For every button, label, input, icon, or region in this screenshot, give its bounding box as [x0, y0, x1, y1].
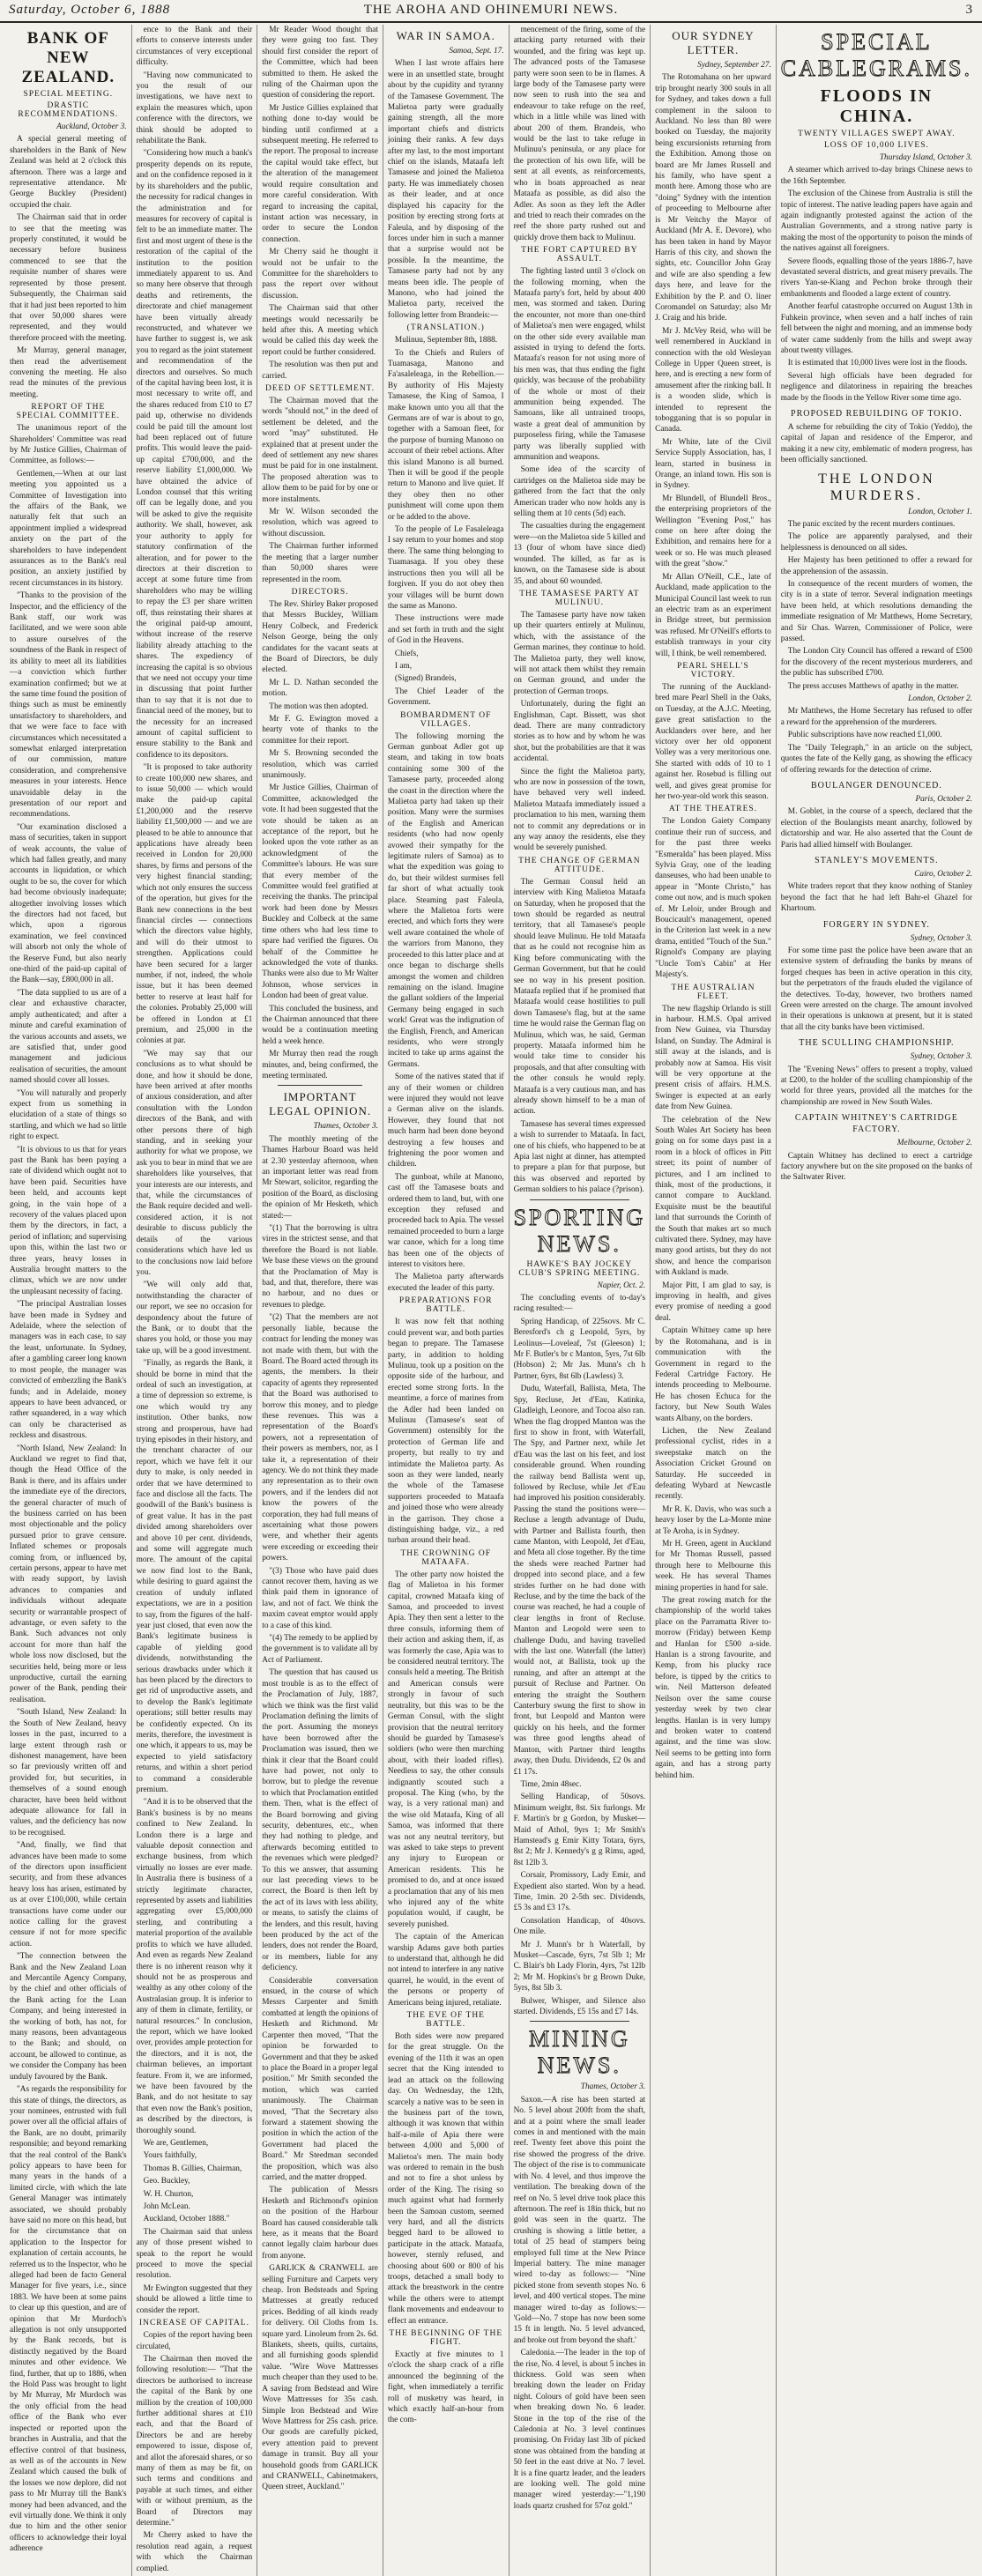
paragraph: "The principal Australian losses have been made in Sydney and Adelaide, where the selection of managers was in each case, to say the least, unfortunate. In Sydney, after a gambling career long known to most people, the manager was convicted of embezzling the Bank's funds; and in Adelaide, money appears to have been advanced, or rather squandered, in a way which can only be characterised as reckless and disastrous.: [10, 1300, 127, 1441]
column-7: [776, 25, 977, 2576]
paragraph: The resolution was then put and carried.: [262, 360, 378, 381]
subhead-bombardment: BOMBARDMENT OF VILLAGES.: [400, 710, 492, 729]
paragraph: Mr Ewington suggested that they should be allowed a little time to consider the report.: [136, 2283, 253, 2315]
paragraph: The casualties during the engagement were—on the Malietoa side 5 killed and 13 (four of whom have since died) wounded. The killed, as far as is known, on the Tamasese side is about 35, and about 60 wounded.: [513, 522, 646, 586]
paragraph: Exactly at five minutes to 1 o'clock the sharp crack of a rifle announced the beginning of the fight, when immediately a terrific roll of musketry was heard, in which exactly half-an-hour from the com-: [387, 2350, 504, 2425]
paragraph: Mr Cherry asked to have the resolution read again, a request with which the Chairman complied.: [136, 2531, 253, 2573]
paragraph: Chiefs,: [394, 649, 419, 658]
column-6: [650, 25, 776, 2576]
signature-line: Geo. Buckley,: [143, 2177, 190, 2186]
headline-legal-opinion: IMPORTANT LEGAL OPINION.: [269, 1090, 372, 1118]
subhead-report: REPORT OF THE SPECIAL COMMITTEE.: [16, 403, 121, 421]
signature-line: We are, Gentlemen,: [143, 2139, 209, 2148]
paragraph: I am,: [394, 661, 413, 671]
paragraph: Mr H. Green, agent in Auckland for Mr Thomas Russell, passed through here to Melbourne this week. He has several Thames mining properties in hand for sale.: [655, 1540, 771, 1592]
paragraph: These instructions were made and set forth in truth and the sight of God in the Heavens.: [387, 614, 504, 646]
paragraph: Considerable conversation ensued, in the course of which Messrs Carpenter and Smith combatted at length the opinions of Hesketh and Richmond. Mr Carpenter then moved, "That the opinion be forwarded to Government and that they be asked to place the Board in a proper legal position." Mr Smith seconded the motion, which was carried unanimously. The Chairman moved, "That the Secretary also forward a statement showing the position in which the action of the Government had placed the Board." Mr Steedman seconded the proposition, which was also carried, and the matter dropped.: [262, 1976, 378, 2182]
subhead-twenty-villages: TWENTY VILLAGES SWEPT AWAY.: [798, 130, 956, 138]
paragraph: The fighting lasted until 3 o'clock on the following morning, when the Mataafa party's fort, held by about 400 men, was stormed and taken. During the encounter, not more than one-third of Malietoa's men were engaged, whilst on the other side every available man assisted in trying to defend the forts. Mataafa's reason for not using more of his men was, that thus ending the fight quickly, was because of the probability of the whole or most of their ammunition being expended. The Samoans, like all untrained troops, waste a great deal of ammunition by purposeless firing, while the Tamasese party was liberally supplied with ammunition and weapons.: [513, 267, 646, 463]
headline-stanley: STANLEY'S MOVEMENTS.: [815, 855, 939, 865]
subhead-beginning-fight: THE BEGINNING OF THE FIGHT.: [389, 2329, 503, 2348]
paragraph: The celebration of the New South Wales Art Society has been going on for some days past in a room in a block of offices in Pitt street; its point of number of pictures, and I am inclined to think, most of the productions, it cannot compare to Auckland. Exquisite must be the beautiful land that surrounds the Corinth of the South that makes art so much cultivated there. Sydney, may have many good artists, but they do not show, and hence the comparison with Aukland is made.: [655, 1115, 771, 1278]
dateline: Thames, October 3.: [580, 2082, 646, 2092]
paragraph: "(2) That the members are not personally liable, because the contract for lending the money was not made with them, but with the Board. The Board acted through its agents, the members. In their capacity of agents they represented that the Board was authorised to borrow this money, and to pledge these revenues. This was a representation of the Board's powers, not a representation of their powers as members, nor, as I take it, a representation of their agency. We do not think they made any representation as to their own powers, and if the lenders did not know the powers of the corporation, they had full means of ascertaining what those powers were, and whether their agents were exceeding or exceeding their powers.: [262, 1313, 378, 1563]
paragraph: Some idea of the scarcity of cartridges on the Malietoa side may be gathered from the fact that the only American trader who now holds any is selling them at 10 cents (5d) each.: [513, 465, 646, 519]
paragraph: Mr L. D. Nathan seconded the motion.: [262, 678, 378, 699]
paragraph: Mr J. Munn's br h Waterfall, by Musket—Cascade, 6yrs, 7st 5lb 1; Mr C. Blair's bh Lady Florin, 4yrs, 7st 12lb 2; Mr M. Hopkins's br g Brown Duke, 5yrs, 8st 5lb 3.: [513, 1940, 646, 1993]
paragraph: "(3) Those who have paid dues cannot recover them, having as we think paid them in ignorance of law, and not of fact. We think the maxim caveat emptor would apply to a case of this kind.: [262, 1566, 378, 1630]
paragraph: Gentlemen,—When at our last meeting you appointed us a Committee of Investigation into the affairs of the Bank, we naturally felt that such an appointment implied a widespread anxiety on the part of the shareholders to have independent assurances as to the Bank's real position, an anxiety justified by recent circumstances in its history.: [10, 469, 127, 588]
subhead-translation: (TRANSLATION.): [406, 323, 485, 333]
column-3: [257, 25, 383, 2576]
divider: [278, 1085, 362, 1086]
paragraph: The running of the Auckland-bred mare Pearl Shell in the Oaks, on Tuesday, at the A.J.C. Meeting, gave great satisfaction to the Aucklanders over here, and her victory over her old opponent Volley was a very meritorious one. She started with odds of 10 to 1 against her. Rosebud is filling out well, and gives great promise for her two-year-old work this season.: [655, 682, 771, 801]
subhead-crowning: THE CROWNING OF MATAAFA.: [400, 1548, 492, 1567]
paragraph: The motion was then adopted.: [269, 702, 368, 711]
paragraph: The Chief Leader of the Government.: [387, 687, 504, 708]
paragraph: "As regards the responsibility for this state of things, the directors, as your nominees, entrusted with full power over all the official affairs of the Bank, are no doubt, primarily responsible; and beyond remarking that the real control of the Bank's policy appears to have been for many years in the hands of a limited circle, with which the late General Manager was intimately associated, we should probably have said no more on this head, but for the circumstance that on application to the Inspector for explanation of certain accounts, he referred us to the Inspector, who he alleged had been de facto General Manager for five years, i.e., since 1883. We have been at some pains to clear up this question, and are of opinion that Mr Murdoch's allegation is not only unsupported by the Bank records, but is distinctly negatived by the Board minutes and other evidence. We find, further, that up to 1886, when the Hold Pass was brought to light by Mr Murray, Mr Murdoch was the only official from the head office of the Bank who ever inspected or reported upon the branches in Australia, and that the effective control of that business, as well as of the accounts in New Zealand which caused the bulk of the losses we now deplore, did not pass to Mr Murray till the Bank's money had been advanced, and the evil virtually done. We think it only due to him and the other senior officers to acknowledge their loyal adherence: [10, 2085, 127, 2554]
paragraph: "We may say that our conclusions as to what should be done, and how it should be done, have been arrived at after months of anxious consideration, and after consultation with the London directors of the Bank, and with other persons there of high standing, and in seeking your authority for what we propose, we ask you to bear in mind that we are shareholders like yourselves, that your interests are our interests, and that, while the circumstances of the Bank require decided and well-considered action, it is not desirable to discuss publicly the details of the various considerations which have led us to the conclusions now laid before you.: [136, 1049, 253, 1277]
paragraph: Since the fight the Malietoa party, who are now in possession of the town, have behaved very well indeed. Malietoa Mataafa immediately issued a proclamation to his men, warning them not to commit any depredations or in any way annoy the residents, else they would be severely punished.: [513, 767, 646, 853]
page-number: 3: [965, 3, 973, 17]
paragraph: Caledonia.—The leader in the top of the rise, No. 4 level, is about 5 inches in thickness. Gold was seen when breaking down the leader on Friday night. Colours of gold have been seen when breaking down No. 6 leader. Stone in the top of the rise of the Caledonia at No. 3 level continues promising. On Friday last 3lb of picked stone was obtained from the banding at 50 feet in the east drive at No. 7 level. It is a fine quartz leader, and the leaders are looking well. The gold mine manager wired yesterday:—"1,190 loads quartz crushed for 57oz gold.": [513, 2349, 646, 2511]
paragraph: "(4) The remedy to be applied by the government is to validate all by Act of Parliament.: [262, 1634, 378, 1665]
paragraph: Mr Reader Wood thought that they were going too fast. They should first consider the report of the Committee, which had been submitted to them. He asked the ruling of the Chairman upon the question of considering the report.: [262, 26, 378, 100]
paragraph: Her Majesty has been petitioned to offer a reward for the apprehension of the assassin.: [780, 556, 972, 576]
paragraph: The captain of the American warship Adams gave both parties to understand that, although he did not intend to interfere in any native quarrel, he would, in the event of the persons or property of Americans being injured, retaliate.: [387, 1933, 504, 2008]
headline-rebuilding-tokio: PROPOSED REBUILDING OF TOKIO.: [791, 408, 963, 419]
headline-sporting-news: SPORTING NEWS.: [513, 1204, 646, 1257]
paragraph: The Rev. Shirley Baker proposed that Messrs Buckley, William Henry Colbeck, and Frederick Nelson George, being the only candidates for the vacant seats at the Board of Directors, be duly elected.: [262, 599, 378, 675]
paragraph: Public subscriptions have now reached £1,000.: [787, 731, 942, 740]
paragraph: Captain Whitney has declined to erect a cartridge factory anywhere but on the site proposed on the banks of the Saltwater River.: [780, 1151, 972, 1183]
column-5: [509, 25, 651, 2576]
paragraph: "And, finally, we find that advances have been made to some of the directors upon insufficient security, and from these advances heavy loss has arisen, estimated by us at over £100,000, while certain transactions have come under our notice calling for the gravest censure if not for more specific action.: [10, 1841, 127, 1949]
paragraph: Mr Matthews, the Home Secretary has refused to offer a reward for the apprehension of the murderers.: [780, 707, 972, 727]
subhead-directors: DIRECTORS.: [291, 587, 349, 597]
paragraph: Mr Blundell, of Blundell Bros., the enterprising proprietors of the Wellington "Evening Post," has come on here after doing the Exhibition, and remains here for a week or so. He was much pleased with the great "show.": [655, 494, 771, 569]
paragraph: The new flagship Orlando is still in harbour. H.M.S. Opal arrived from New Guinea, via Thursday Island, on Sunday. The Admiral is still away at the islands, and is probably now at Samoa. His visit will be very opportune at the present crisis of affairs. H.M.S. Swinger is expected at an early date from New Guinea.: [655, 1004, 771, 1112]
paragraph: The unanimous report of the Shareholders' Committee was read by Mr Justice Gillies, Chairman of Committee, as follows:—: [10, 424, 127, 466]
headline-boulanger: BOULANGER DENOUNCED.: [810, 780, 942, 791]
paragraph: The "Daily Telegraph," in an article on the subject, quotes the fate of the Kelly gang, as showing the efficacy of offering rewards for the detection of crime.: [780, 743, 972, 775]
paragraph: "(1) That the borrowing is ultra vires in the strictest sense, and that therefore the Board is not liable. We base these views on the ground that the Proclamation of May is bad, and that, therefore, there was no harbour, and no dues or revenues to pledge.: [262, 1224, 378, 1310]
headline-london-murders: THE LONDON MURDERS.: [818, 471, 935, 503]
issue-date: Saturday, October 6, 1888: [9, 3, 171, 17]
paragraph: The German Consul held an interview with King Malietoa Mataafa on Saturday, when he proposed that the town should be regarded as neutral territory, that all Tamasese's people should leave Mulinuu. He told Mataafa that as he could not recognise him as King before communicating with the German Government, but that he could see no way in his present position. Mataafa replied that if he promised that Mataafa would cease hostilities to pull down Tamasese's flag, but at the same time he would raise the German flag on Mulinuu, which was, he said, German property. Mataafa informed him he would take time to consider his proposals, and that after consulting with the other consuls he would reply. Mataafa is a very cautious man, and has already shown himself to be a man of action.: [513, 877, 646, 1117]
paragraph: The police are apparently paralysed, and their helplessness is denounced on all sides.: [780, 532, 972, 553]
dateline: Sydney, October 3.: [910, 933, 972, 943]
dateline: Sydney, October 3.: [910, 1052, 972, 1062]
paragraph: Unfortunately, during the fight an Englishman, Capt. Bissett, was shot dead. There are many contradictory stories as to how and by whom he was shot, but the probabilities are that it was accidental.: [513, 700, 646, 764]
paragraph: The Chairman said that in order to see that the meeting was properly constituted, it would be necessary before business commenced to see that the requisite number of shares were represented by those present. Subsequently, the Chairman said that it had just been reported to him that over 50,000 shares were represented, and they would therefore proceed with the meeting.: [10, 213, 127, 343]
subhead-pearl-shell: PEARL SHELL'S VICTORY.: [677, 661, 749, 679]
paragraph: "The connection between the Bank and the New Zealand Loan and Mercantile Agency Company, by the chief and other officials of the Bank acting for the Loan Company, and being interested in the working of both, has not, for many reasons, been advantageous to the Bank; and should, on account, be allowed to continue, as we consider the Company has been unduly favoured by the Bank.: [10, 1952, 127, 2082]
paragraph: Consolation Handicap, of 40sovs. One mile.: [513, 1916, 646, 1937]
paragraph: "Thanks to the provision of the Inspector, and the efficiency of the Bank staff, our work was facilitated, and we were soon able to assure ourselves of the soundness of the Bank in respect of its ability to meet all its liabilities—a conviction which further examination confirmed; but we at the same time found the position of things such as must be eminently unsatisfactory to shareholders, and that we were face to face with circumstances which necessitated a somewhat enlarged interpretation of our commission, mature consideration, and comprehensive measures in your interests. Hence unavoidable delay in the presentation of our report and recommendations.: [10, 591, 127, 820]
divider: [530, 2021, 630, 2022]
paragraph: "We will only add that, notwithstanding the character of our report, we see no occasion for despondency about the future of the Bank, or to doubt that the shares you hold, or those you may take up, will be a good investment.: [136, 1281, 253, 1355]
paragraph: The publication of Messrs Hesketh and Richmond's opinion on the position of the Harbour Board has caused considerable talk here, as it means that the Board cannot legally claim harbour dues from anyone.: [262, 2186, 378, 2260]
subhead-tamasese-party: THE TAMASESE PARTY AT MULINUU.: [519, 589, 640, 607]
paragraph: To the Chiefs and Rulers of Tuamasaga, Manono and Fa'asaleleaga, in the Rebellion.—By authority of His Majesty Tamasese, the King of Samoa, I make known unto you all that the Germans are of war is about to go, together with a Samoan fleet, for the purpose of burning Manono on account of their rebel actions. After this island Manono is all burned. Then it will be good if the people return to Manono and live quiet. If they obey then no other punishment will come upon them or be added to the above.: [387, 348, 504, 522]
dateline: Sydney, September 27.: [697, 61, 771, 70]
dateline: Paris, October 2.: [915, 794, 972, 804]
paragraph: Mr F. G. Ewington moved a hearty vote of thanks to the committee for their report.: [262, 714, 378, 746]
subhead-deed: DEED OF SETTLEMENT.: [265, 384, 376, 393]
paragraph: Some of the natives stated that if any of their women or children were injured they would not leave a German alive on the islands. However, they found that not much harm had been done beyond destroying a few houses and frightening the poor women and children.: [387, 1073, 504, 1169]
paragraph: "Considering how much a bank's prosperity depends on its repute, and on the confidence reposed in it by its shareholders and the public, the necessity for radical changes in the administration and for measures for recovery of capital is felt to be an immediate matter. The first and most urgent of these is the restoration of the capital of the institution to the position immediately apparent to us. And so many here observe that through deaths and retirements, the directorate and chief management have been virtually already reconstructed, and whatever we have further to suggest is, we ask you to regard as the joint statement and recommendation of the directors and ourselves. So much of the capital having been lost, it is most necessary to write off, and the shares reduced from £10 to £7 paid up, otherwise no dividends could be paid till the amount lost had been replaced out of future profits. This would leave the paid-up capital £700,000, and the reserve liability £1,000,000. We have obtained the advice of London counsel that this writing off can be legally done, and you will be asked to give the requisite authority. We shall, however, ask your authority to apply for statutory confirmation of the alteration, and for power to the directors at their discretion to accept at some future time from shareholders who may be willing to repay the £3 per share written off, thus reinstating their shares at the original paid-up amount, without increase of the reserve liability already attaching to the shares. The expediency of increasing the capital is so obvious that we need not occupy your time in discussing that point further than to say that it is not due to financial need of the money, but to the necessity for an increased amount of capital sufficient to ensure stability to the Bank and confidence to its depositors.: [136, 149, 253, 760]
paragraph: The Chairman said that other meetings would necessarily be held after this. A meeting which would be called this day week the report could be further considered.: [262, 304, 378, 357]
paragraph: To the people of Le Fasaleleaga I say return to your homes and stop there. The same thing belonging to Tuamasaga. If you obey these instructions then you will all be forgiven. If you do not obey then your villages will be burnt down the same as Manono.: [387, 525, 504, 611]
column-2: [131, 25, 257, 2576]
paragraph: The London City Council has offered a reward of £500 for the discovery of the recent mysterious murderers, and the public has subscribed £700.: [780, 647, 972, 679]
paragraph: Major Pitt, I am glad to say, is improving in health, and gives every promise of needing a good deal.: [655, 1281, 771, 1323]
columns: [5, 25, 977, 2573]
dateline: Napier, Oct. 2.: [597, 1281, 646, 1290]
subhead-increase-capital: INCREASE OF CAPITAL.: [138, 2319, 249, 2328]
paragraph: The Chairman then moved the following resolution:— "That the directors be authorised to increase the capital of the Bank by one million by the creation of 100,000 further additional shares at £10 each, and that the Board of Directors be and are hereby empowered to issue, dispose of, and allot the aforesaid shares, or so many of them as may be fit, on such terms and conditions and payable at such times, and either with or without premium, as the Board of Directors may determine.": [136, 2354, 253, 2528]
dateline: Thursday Island, October 3.: [879, 153, 972, 162]
signature-line: Thomas B. Gillies, Chairman,: [143, 2164, 242, 2173]
paragraph: Several high officials have been degraded for negligence and dilatoriness in repairing the breaches made by the floods in the Yellow River some time ago.: [780, 371, 972, 403]
headline-bank-of-new-zealand: BANK OF NEW ZEALAND.: [21, 29, 115, 86]
subhead-fleet: THE AUSTRALIAN FLEET.: [671, 983, 755, 1001]
paragraph: Corsair, Promissory, Lady Emir, and Expedient also started. Won by a head. Time, 1min. 20 2-5th sec. Dividends, £5 3s and £3 17s.: [513, 1871, 646, 1913]
paragraph: Lichen, the New Zealand professional cyclist, rides in a sweepstake match on the Association Cricket Ground on Saturday. He succeeded in defeating Wybard at Newcastle recently.: [655, 1426, 771, 1502]
paragraph: Dudu, Waterfall, Ballista, Meta, The Spy, Recluse, Jet d'Eau, Katinka, Gladleigh, Leonore, and Tocoa also ran. When the flag dropped Manton was the first to show in front, with Waterfall, The Spy, and Partner next, while Jet d'Eau was the last on his feet, and lost considerable ground. When rounding the railway bend Ballista went up, followed by Recluse, while Jet d'Eau had improved his position considerably. Passing the stand the positions were—Recluse a length advantage of Dudu, with Partner and Ballista fourth, then came Manton, with Leopold, Jet d'Eau, and Meta all close together. By the time the sheds were reached Partner had dropped into second place, and a few strides further on he had done with Recluse, and by the time the back of the course was reached, he had a couple of clear lengths in front of Recluse. Manton and Leopold were seen to challenge Dudu, and having travelled with the last one. Waterfall (the latter) would not, at Ballista, took up the running, and after an attempt at the pursuit of Recluse and Partner. On entering the straight the Southern Canterbury swung the first to show in front, but Leopold and Manton were quickly on his heels, and the former was three good lengths ahead of Manton, with Partner third lengths away, then Dudu. Dividends, £2 0s and £1 17s.: [513, 1385, 646, 1777]
paragraph: The Rotomahana on her upward trip brought nearly 300 souls in all for Sydney, and takes down a full complement in the saloon to Auckland. No less than 80 were booked on Tuesday, the majority being excursionists returning from the Exhibition. Among those on board are Mr James Russell and his family, who have spent a month here. Among those who are "doing" Sydney with the intention of proceeding to Melbourne after is Mr Veitchy the Mayor of Auckland (Mr A. E. Devore), who has been taken in hand by Mayor Harris of this city, and shown the sights, etc. Councillor John Gray and wife are also spending a few days here, and leave for the Exhibition by the P. and O. liner Coromandel on Saturday; also Mr J. Craig and his bride.: [655, 73, 771, 323]
paragraph: The Chairman said that unless any of those present wished to speak to the report he would proceed to move the special resolution.: [136, 2227, 253, 2281]
paragraph: In consequence of the recent murders of women, the city is in a state of terror. Several indignation meetings have been held, at which resolutions demanding the immediate resignation of Mr Matthews, Home Secretary, and Sir Chas. Warren, Commissioner of Police, were passed.: [780, 580, 972, 644]
signature-line: John McLean.: [143, 2202, 190, 2212]
paragraph: Captain Whitney came up here by the Rotomahana, and is in communication with the Government in regard to the Federal Cartridge Factory. He intends proceeding to Melbourne. He has chosen Echuca for the factory, but New South Wales wants Albany, on the borders.: [655, 1326, 771, 1423]
paragraph: Mr Murray then read the rough minutes, and, being confirmed, the meeting terminated.: [262, 1050, 378, 1080]
paragraph: Copies of the report having been circulated,: [136, 2331, 253, 2351]
headline-special-cablegrams: SPECIAL CABLEGRAMS.: [780, 29, 972, 81]
paragraph: Mr White, late of the Civil Service Supply Association, has, I learn, started in business in Orange, an inland town. His son is in Sydney.: [655, 437, 771, 491]
paragraph: Bulwer, Whisper, and Silence also started. Dividends, £5 15s and £7 14s.: [513, 1996, 646, 2017]
paragraph: mencement of the firing, some of the attacking party returned with their wounded, and the firing was kept up. The advanced posts of the Tamasese party were soon seen to be in flames. A large body of the Tamasese party were now seen to rush into the sea and endeavour to take refuge on the reef, which in a little while was lined with about 200 of them. Brandeis, who would be the last to take refuge in Mulinuu's peninsula, or any place for the protection of his own life, will be sent at all events, as reinforcements, who in boats approached as near Mataafa as possible, as did also the Adler. As soon as they left the Adler and tried to reach their comrades on the reef the shore party rushed out and quickly drove them back to Mulinuu.: [513, 26, 646, 242]
paragraph: White traders report that they know nothing of Stanley beyond the fact that he had left Bahr-el Ghazel for Khartoum.: [780, 882, 972, 914]
paragraph: The "Evening News" offers to present a trophy, valued at £200, to the holder of the sculling championship of the world for three years, provided all the matches for the championship are rowed in New South Wales.: [780, 1065, 972, 1107]
paragraph: Saxon.—A rise has been started at No. 5 level about 200ft from the shaft, and at a point where the small leader comes in and mentioned with the main reef. Twenty feet above this point the rise showed the progress of the drive. The object of the rise is to communicate with No. 4 level, and thus improve the ventilation. The breaking down of the reef on No. 5 level drive took place this afternoon. The reef is 18in thick, but no gold was seen in the quartz. The crushing is showing a little better, a total of 25 head of stampers being employed full time at the New Prince Imperial battery. The mine manager wired to-day as follows:— "Nine picked stone from seventh stopes No. 6 level, and 400 vertical stopes. The mine manager wired to-day as follows:— 'Gold—No. 7 stope has now been some 15 ft in length. No. 5 level advanced, and broke out from beyond the shaft.': [513, 2095, 646, 2345]
paragraph: Mulinuu, September 8th, 1888.: [394, 336, 498, 345]
paragraph: Mr Murray, general manager, then read the advertisement convening the meeting. He also read the minutes of the previous meeting.: [10, 346, 127, 399]
headline-whitney-factory: CAPTAIN WHITNEY'S CARTRIDGE FACTORY.: [794, 1113, 958, 1135]
paragraph: A steamer which arrived to-day brings Chinese news to the 16th September.: [780, 166, 972, 186]
paragraph: Mr Justice Gillies, Chairman of Committee, acknowledged the vote. It had been suggested that the vote should be taken as an acceptance of the report, but he looked upon the vote rather as an acknowledgment of the Committee's labours. He was sure that every member of the Committee would feel gratified at receiving the thanks. The principal work had been done by Messrs Buckley and Colbeck at the same time others who had less time to spare had verified the figures. On behalf of the Committee he acknowledged the vote of thanks. Thanks were also due to Mr Walter Johnson, whose services in London had been of great value.: [262, 783, 378, 1001]
dateline: Samoa, Sept. 17.: [449, 47, 504, 56]
paragraph: The Tamasese party have now taken up their quarters entirely at Mulinuu, which, with the assistance of the German marines, they continue to hold. The Malietoa party, they well know, will not attack them whilst they remain on German ground, and under the protection of German troops.: [513, 610, 646, 696]
paragraph: The great rowing match for the championship of the world takes place on the Parramatta River to-morrow (Friday) between Kemp and Hanlan for £500 a-side. Hanlan is a strong favourite, and Kemp, from his plucky race before, is tipped by the critics to win. Neil Matterson defeated Neilson over the same course yesterday week by two clear lengths. Hanlan is in very lumpy and broken water to contend against, and the time was slow. Neil seems to be getting into form again, and has a strong party behind him.: [655, 1596, 771, 1780]
headline-mining-news: MINING NEWS.: [528, 2026, 630, 2079]
headline-sydney-letter: OUR SYDNEY LETTER.: [672, 29, 755, 56]
paragraph: The concluding events of to-day's racing resulted:—: [513, 1294, 646, 1314]
advertisement: GARLICK & CRANWELL are selling Furniture and Carpets very cheap. Iron Bedsteads and Spring Mattresses at greatly reduced prices. Bedding of all kinds ready for delivery. Oil Cloths from 1s. square yard. Linoleum from 2s. 6d. Blankets, sheets, quilts, curtains, and all furnishing goods splendid value. "Wire Wove Mattresses much cheaper than they used to be. A saving from Bedstead and Wire Wove Mattresses for 35s cash. Simple Iron Bedstead and Wire Wove Mattress for 25s cash. price. Our goods are carefully picked, every attention paid to prevent damage in transit. Buy all your household goods from GARLICK and CRANWELL, Cabinetmakers, Queen street, Auckland.": [262, 2264, 378, 2492]
paragraph: "North Island, New Zealand: In Auckland we regret to find that, though the Head Office of the Bank is there, and its affairs under the immediate eye of the directors, the general character of much of the business carried on has been most objectionable and the policy pursued prior to grave censure. Inflated schemes or proposals coming from, or influenced by, certain persons, appear to have met with ready support, by lavish advances to companies and individuals without adequate security or warrantable prospect of advantage, or even safety to the Bank. Such advances not only account for more than half the whole loss now disclosed, but the securities held, being more or less unproductive, curtail the earning power of the Bank, pending their realisation.: [10, 1444, 127, 1704]
paragraph: "South Island, New Zealand: In the South of New Zealand, heavy losses in the past, incurred to a large extent through rash or dishonest management, have been so far previously written off and provided for, but securities, in themselves of a sound enough character, have been held without adequate allowance for fall in values, and the deficiency has now to be recognised.: [10, 1708, 127, 1837]
headline-sculling: THE SCULLING CHAMPIONSHIP.: [799, 1038, 955, 1049]
paragraph: The London Gaiety Company continue their run of success, and for the past three weeks "Esmeralda" has been played. Miss Sylvia Gray, one of the leading danseuses, who had been unable to appear in "Monte Christo," has come out now, and is much spoken of. Mr Leloir, under Brough and Boucicault's management, opened in the Criterion last week in a new drama, entitled "Touch of the Sun." Rignold's Company are playing "Uncle Tom's Cabin" at Her Majesty's.: [655, 817, 771, 980]
paragraph: Mr W. Wilson seconded the resolution, which was agreed to without discussion.: [262, 508, 378, 538]
paragraph: It is estimated that 10,000 lives were lost in the floods.: [787, 359, 968, 368]
paragraph: The following morning the German gunboat Adler got up steam, and taking in tow boats containing some 300 of the Tamasese party, proceeded along the coast in the direction where the Malietoa party had taken up their position. Many were the surmises of the English and American residents (who had now openly avowed their sympathy for the legitimate rulers of Samoa) as to what the expedition was going to do, but their wildest surmises fell far short of what actually took place. Steaming past Faleula, where the Malietoa forts were erected, and which forts they were well aware contained the whole of the warriors from Manono, they proceeded to this latter place and at once began to discharge shells amongst the women and children remaining on the island. Imagine the gallant soldiers of the Imperial Germany being engaged in such work! Great was the indignation of the English, French, and American residents, who were strongly incited to take up arms against the Germans.: [387, 731, 504, 1069]
paragraph: Mr Justice Gillies explained that nothing done to-day would be binding until confirmed at a subsequent meeting. He referred to the report. The proposal to increase the capital would take effect, but the alteration of the management would require consultation and more careful consideration. With regard to increasing the capital, instant action was necessary, in order to secure the London connection.: [262, 103, 378, 244]
paragraph: M. Goblet, in the course of a speech, declared that the election of the Boulangists meant anarchy, followed by dictatorship and war. He also asserted that the Count de Paris had allied himself with Boulanger.: [780, 807, 972, 850]
signature-date: Auckland, October 1888.": [143, 2215, 230, 2224]
signature-line: Yours faithfully,: [143, 2151, 197, 2161]
paragraph: When I last wrote affairs here were in an unsettled state, brought about by the cupidity and tyranny of the Tamasese Government. The Malietoa party were gradually gaining strength, all the more important chiefs and districts joining their ranks. A few days after my last, to the most important chief on the islands, Mataafa left Tamasese and joined the Malietoa party. He was immediately chosen as their leader, and at once displayed his capacity for the position by erecting strong forts at Faleula, and by disposing of the forces under him in such a manner that a surprise would not be possible. In the meantime, the Tamasese party had not by any means been idle. The people of Manono, who had joined the Malietoa party, received the following letter from Brandeis:—: [387, 59, 504, 320]
headline-forgery-sydney: FORGERY IN SYDNEY.: [822, 919, 930, 930]
subhead-eve-of-battle: THE EVE OF THE BATTLE.: [406, 2011, 485, 2030]
paragraph: Another fearful catastrophe occurred on August 13th in Fuhkein province, when seven and a half inches of rain fell between the night and morning, and an immense body of water came suddenly from the hills and swept away about twenty villages.: [780, 302, 972, 355]
paragraph: The other party now hoisted the flag of Malietoa in his former capital, crowned Mataafa king of Samoa, and proceeded to invest Apia. They then sent a letter to the three consuls, informing them of their action and asking them, if, as was formerly the case, Apia was to be considered neutral territory. The consuls held a meeting. The British and American consuls were strongly in favour of such neutrality, but this was to be the German Consul, with the slight provision that the neutral territory should be guarded by Tamasese's soldiers (who were then marching about, with their loaded rifles). Needless to say, the other consuls indignantly scouted such a proposal. The King (who, by the way, is a very rational man) and the wise old Mataafa, King of all Samoa, was informed that there was not any neutral territory, but was asked to take steps to prevent any injury to European or American residents. This he promised to do, and at once issued a proclamation that any of his men who injured any of the white population would, if caught, be severely punished.: [387, 1570, 504, 1929]
dateline: Auckland, October 3.: [56, 122, 127, 131]
paragraph: A special general meeting of shareholders in the Bank of New Zealand was held at 2 o'clock this afternoon. There was a large and representative attendance. Mr George Buckley (President) occupied the chair.: [10, 135, 127, 210]
subhead-drastic: DRASTIC RECOMMENDATIONS.: [18, 101, 119, 119]
subhead-fort-captured: THE FORT CAPTURED BY ASSAULT.: [521, 246, 638, 264]
paragraph: (Signed) Brandeis,: [394, 674, 457, 684]
paragraph: The Chairman further informed the meeting that a larger number than 50,000 shares were represented in the room.: [262, 542, 378, 584]
paragraph: "The data supplied to us are of a clear and exhaustive character, amply authenticated; and after a minute and careful examination of the various accounts and assets, we are satisfied that, under good management and judicious realisation of securities, the amount named should cover all losses.: [10, 988, 127, 1086]
paragraph: The Malietoa party afterwards executed the leader of this party.: [387, 1273, 504, 1293]
subhead-theatres: AT THE THEATRES.: [668, 805, 758, 814]
subhead-german-attitude: THE CHANGE OF GERMAN ATTITUDE.: [518, 856, 641, 874]
paragraph: The monthly meeting of the Thames Harbour Board was held at 2.30 yesterday afternoon, when an important letter was read from Mr Stewart, solicitor, regarding the position of the Board, as disclosing the opinion of Mr Hesketh, which stated:—: [262, 1134, 378, 1221]
paragraph: The question that has caused us most trouble is as to the effect of the Proclamation of July, 1887, which we think was the first valid Proclamation defining the limits of the port. Assuming the moneys have been borrowed after the Proclamation was issued, then we think it clear that the Board could have had power, not only to borrow, but to pledge the revenue to which that Proclamation entitled them. Then, what is the effect of the Board borrowing and giving security, debentures, etc., when they had nothing to pledge, and afterwards becoming entitled to the revenues which were pledged? To this we answer, that assuming our last preceding views to be correct, the Board is then left by the act of its laws with less ability, or means, to satisfy the claims of the lenders, and this result, having been produced by the act of the lenders, does not render the Board, or its members, liable for any deficiency.: [262, 1668, 378, 1973]
masthead-title: THE AROHA AND OHINEMURI NEWS.: [363, 3, 619, 17]
paragraph: The Chairman moved that the words "should not," in the deed of settlement be deleted, and the word "may" substituted. He explained that at present under the deed of settlement any new shares must be paid for in one instalment. The proposed alteration was to allow them to be paid for by one or more instalments.: [262, 397, 378, 504]
paragraph: "Finally, as regards the Bank, it should be borne in mind that the ordeal of such an investigation, at a time of depression so extreme, is one which would try any institution. Other banks, now strong and prosperous, have had trying episodes in their history, and the trenchant character of our report, which we have felt it our duty to make, is only needed in order that we have determined to face and disclose all the facts. The goodwill of the Bank's business is of great value. It has in the past divided among shareholders over and above 10 per cent. dividends, and some will aggregate much more. The amount of the capital we now find lost to the Bank, while desiring to guard against the creation of unduly inflated expectations, we are in a position to say, from the figures of the half-year just closed, that even now the Bank's legitimate business is capable of yielding good dividends, notwithstanding the serious drawbacks under which it has been placed by the directors to get rid of unproductive assets, and to develop the Bank's legitimate operations; still better results may be confidently expected. On its merits, therefore, the investment is one which, it appears to us, may be expected to yield satisfactory returns, and within a short period to command a considerable premium.: [136, 1359, 253, 1794]
paragraph: A scheme for rebuilding the city of Tokio (Yeddo), the capital of Japan and residence of the Emperor, and making it a new city, emblematic of modern progress, has been officially sanctioned.: [780, 422, 972, 465]
paragraph: Both sides were now prepared for the great struggle. On the evening of the 11th it was an open secret that the King intended to lead an attack on the following day. On Wednesday, the 12th, scarcely a native was to be seen in the business part of the town, although it was known that within half-a-mile of Apia there were between 4,000 and 5,000 of Malietoa's men. The main body was ordered to remain in the bush and not to fire a shot unless by order of the King. The rising so much against what had formerly been the Samoan custom, seemed very hard, and all the districts begged hard to be allowed to participate in the attack. Mataafa, however, sternly refused, and choosing about 600 or 800 of his troops, detached a small body to attack the breastwork in the centre while the others were to attempt flank movements and endeavour to effect an entrance.: [387, 2032, 504, 2326]
headline-war-in-samoa: WAR IN SAMOA.: [396, 29, 495, 42]
paragraph: Severe floods, equalling those of the years 1886-7, have devastated several districts, and great misery prevails. The rivers Yan-se-Kiang and Pechon broke through their embankments and flooded a large extent of country.: [780, 256, 972, 299]
paragraph: Time, 2min 48sec.: [520, 1779, 582, 1789]
headline-floods-china: FLOODS IN CHINA.: [820, 86, 934, 126]
paragraph: "It is obvious to us that for years past the Bank has been paying a rate of dividend which ought not to have been paid. Securities have been held, and accounts kept going, in the vain hope of a recovery of the values placed upon them by the directors, in fact, a period of inflation; and supervising upon this, within the last two or three years, heavy losses in Australia brought matters to the climax, which we are now under the unpleasant necessity of facing.: [10, 1145, 127, 1296]
column-1: [5, 25, 131, 2576]
signature-line: W. H. Churton,: [143, 2189, 194, 2199]
running-head: [0, 0, 982, 23]
subhead-loss-of-lives: LOSS OF 10,000 LIVES.: [823, 141, 929, 150]
paragraph: "Our examination disclosed a mass of securities, taken in support of weak accounts, the value of which had fallen greatly, and many accounts in liquidation, or which ought to be so, the cover for which had become obviously inadequate; altogether involving losses which the directors had not faced, but which, upon a rigorous examination, we feel convinced will absorb not only the whole of the Reserve Fund, but also nearly one-third of the paid-up capital of the Bank—say, £800,000 in all.: [10, 822, 127, 985]
paragraph: The panic excited by the recent murders continues.: [787, 519, 956, 529]
subhead-hawkes-bay: HAWKE'S BAY JOCKEY CLUB'S SPRING MEETING.: [518, 1259, 641, 1278]
paragraph: Tamasese has several times expressed a wish to surrender to Mataafa. In fact, one of his chiefs, who happened to be at Apia last night at dinner, has attempted to prepare a plan for that purpose, but this was observed and reported by German soldiers to his palace (?prison).: [513, 1119, 646, 1195]
paragraph: Mr Allan O'Neill, C.E., late of Auckland, made application to the Municipal Council last week to run an electric tram as an experiment in Bridge street, but permission was refused. Mr O'Neill's efforts to establish tramways in your city will, I think, be well remembered.: [655, 572, 771, 658]
paragraph: "Having now communicated to you the result of our investigations, we have next to explain the measures which, upon conference with the directors, we think should be adopted to rehabilitate the Bank.: [136, 71, 253, 146]
paragraph: The press accuses Matthews of apathy in the matter.: [787, 681, 959, 691]
dateline: Cairo, October 2.: [914, 869, 972, 879]
divider: [530, 1199, 630, 1200]
paragraph: The gunboat, while at Manono, cast off the Tamasese boats and ordered them to land, but, with one exception they refused and proceeded back to Apia. The vessel remained proceeded to burn a large war canoe, which for a long time has been one of the objects of interest to visitors here.: [387, 1172, 504, 1270]
paragraph: "And it is to be observed that the Bank's business is by no means confined to New Zealand. In London there is a large and valuable deposit connection and exchange business, from which virtually no losses are ever made. In Australia there is business of a strictly legitimate character, represented by assets and liabilities aggregating over £5,000,000 sterling, and contributing a material proportion of the available profits to which we have alluded. And even as regards New Zealand there is no inherent reason why it should not be as prosperous and wealthy as any other colony of the Australasian group. It is inferior to any of them in climate, fertility, or natural resources." In conclusion, the report, which we have looked over, provides ample protection for the directors, and it is not, the chairman believes, an important feature. From it, we are informed, we have been favoured by the Bank, and do not hesitate to say that even now the Bank's position, as described by the directors, is thoroughly sound.: [136, 1798, 253, 2135]
paragraph: "You will naturally and properly expect from us something in elucidation of a state of things so startling, and which we had so little right to expect.: [10, 1088, 127, 1142]
subhead-preparations: PREPARATIONS FOR BATTLE.: [398, 1296, 493, 1315]
paragraph: For some time past the police have been aware that an extensive system of defrauding the banks by means of forged cheques has been in active operation in this city, but the perpetrators of the frauds eluded the vigilance of the detectives. To-day, however, two brothers named Green were arrested on the charge. The amount involved in their operations is unknown at present, but it is stated that all the city banks have been victimised.: [780, 946, 972, 1032]
paragraph: It was now felt that nothing could prevent war, and both parties began to prepare. The Tamasese party, in addition to holding Mulinuu, took up a position on the opposite side of the harbour, and erected some strong forts. In the meantime, a force of marines from the Adler had been landed on Mulinuu (Tamasese's seat of Government) ostensibly for the protection of German life and property, but really to try and intimidate the Malietoa party. As soon as they were landed, nearly the whole of the Tamasese supporters proceeded to Mataafa and joined those who were already in the garrison. They chose a distinguishing badge, viz., a red turban around their head.: [387, 1318, 504, 1546]
dateline: Thames, October 3.: [313, 1122, 378, 1132]
paragraph: ence to the Bank and their efforts to conserve interests under circumstances of very exceptional difficulty.: [136, 26, 253, 68]
paragraph: The exclusion of the Chinese from Australia is still the topic of interest. The native leading papers have again and again indignantly protested against the action of the Australian Governments, and a strong native party is making the most of the opportunity to poison the minds of the natives against all foreigners.: [780, 189, 972, 254]
subhead-special-meeting: SPECIAL MEETING.: [23, 90, 114, 99]
paragraph: Selling Handicap, of 50sovs. Minimum weight, 8st. Six furlongs. Mr F. Martin's br g Gordon, by Musket—Maid of Athol, 9yrs 1; Mr Smith's Hamstead's g Emir Kitty Totara, 6yrs, 8st 2; Mr J. Kennedy's g g Rimu, aged, 8st 12lb 3.: [513, 1793, 646, 1867]
paragraph: Spring Handicap, of 225sovs. Mr C. Beresford's ch g Leopold, 5yrs, by Leolinus—Loveleaf, 7st (Gleeson) 1; Mr F. Butler's br c Manton, 5yrs, 7st 6lb (Hobson) 2; Mr Jas. Munn's ch h Partner, 6yrs, 8st 6lb (Lawless) 3.: [513, 1317, 646, 1381]
dateline: London, October 1.: [908, 507, 972, 516]
paragraph: Mr R. K. Davis, who was such a heavy loser by the La-Monte mine at Te Aroha, is in Sydney.: [655, 1504, 771, 1536]
paragraph: Mr S. Browning seconded the resolution, which was carried unanimously.: [262, 749, 378, 780]
column-4: [383, 25, 509, 2576]
dateline: London, October 2.: [908, 694, 972, 704]
dateline: Melbourne, October 2.: [896, 1139, 972, 1148]
paragraph: Mr J. McVey Reid, who will be well remembered in Auckland in connection with the old Wesleyan College in Upper Queen street, is here, and is erecting a new form of amusement after the rinking ball. It is a wooden slide, which is intended to represent the tobogganing that is so popular in Canada.: [655, 326, 771, 434]
paragraph: "It is proposed to take authority to create 100,000 new shares, and to issue 50,000 — which would make the paid-up capital £1,200,000 and the reserve liability £1,500,000 — and we are pleased to be able to announce that applications have already been received in London for 20,000 shares, by firms and persons of the very highest financial standing; which not only ensures the success of the operation, but gives for the Bank new connections in the best financial circles — connections which the directors value highly, and will do their utmost to strengthen. Applications could have been secured for a larger number, if not, indeed, the whole issue, but it has been deemed better to reserve at least half for the colonies. Probably 25,000 will be offered in London at £1 premium, and 25,000 in the colonies at par.: [136, 763, 253, 1046]
paragraph: This concluded the business, and the Chairman announced that there would be a continuation meeting held a week hence.: [262, 1004, 378, 1046]
paragraph: Mr Cherry said he thought it would not be unfair to the Committee for the shareholders to pass the report over without discussion.: [262, 248, 378, 301]
